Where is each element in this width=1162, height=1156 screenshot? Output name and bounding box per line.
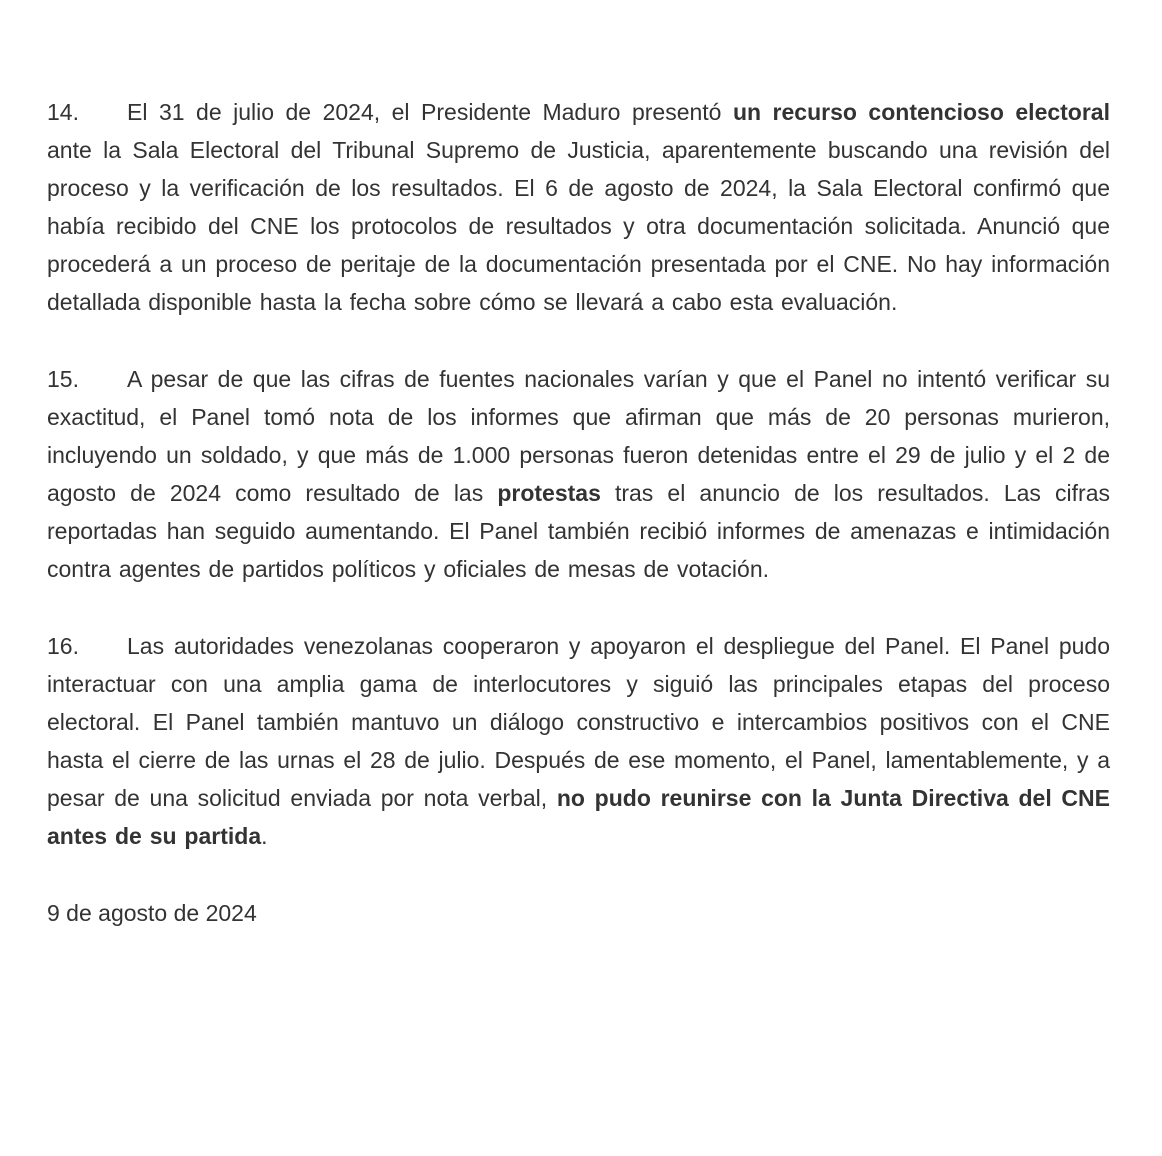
bold-text-segment: protestas [497,480,601,506]
text-segment: A pesar de que las cifras de fuentes nacionales varían y que el Panel no intentó verificar su exactitud, el Panel tomó nota de los informes que afirman que más de 20 personas murieron, incluyendo un soldado, y que más de 1.000 personas fueron detenidas entre el 29 de julio y el 2 de agosto de 2024 como resultado de las [47,366,1110,506]
paragraph-14 [47,93,1110,321]
bold-text-segment: no pudo reunirse con la Junta Directiva del CNE antes de su partida [47,785,1110,849]
text-segment: El 31 de julio de 2024, el Presidente Maduro presentó [127,99,733,125]
paragraph-number: 15. [47,366,79,392]
text-segment: . [261,823,268,849]
paragraph-16 [47,627,1110,855]
text-segment: tras el anuncio de los resultados. Las cifras reportadas han seguido aumentando. El Panel también recibió informes de amenazas e intimidación contra agentes de partidos políticos y oficiales de mesas de votación. [47,480,1110,582]
paragraph-number: 16. [47,633,79,659]
paragraph-15 [47,360,1110,588]
bold-text-segment: un recurso contencioso electoral [732,99,1110,125]
paragraph-number: 14. [47,99,79,125]
document-date: 9 de agosto de 2024 [47,900,257,926]
text-segment: Las autoridades venezolanas cooperaron y apoyaron el despliegue del Panel. El Panel pudo interactuar con una amplia gama de interlocutores y siguió las principales etapas del proceso electoral. El Panel también mantuvo un diálogo constructivo e intercambios positivos con el CNE hasta el cierre de las urnas el 28 de julio. Después de ese momento, el Panel, lamentablemente, y a pesar de una solicitud enviada por nota verbal, [47,633,1110,811]
text-segment: ante la Sala Electoral del Tribunal Supremo de Justicia, aparentemente buscando una revisión del proceso y la verificación de los resultados. El 6 de agosto de 2024, la Sala Electoral confirmó que había recibido del CNE los protocolos de resultados y otra documentación solicitada. Anunció que procederá a un proceso de peritaje de la documentación presentada por el CNE. No hay información detallada disponible hasta la fecha sobre cómo se llevará a cabo esta evaluación. [47,137,1110,315]
